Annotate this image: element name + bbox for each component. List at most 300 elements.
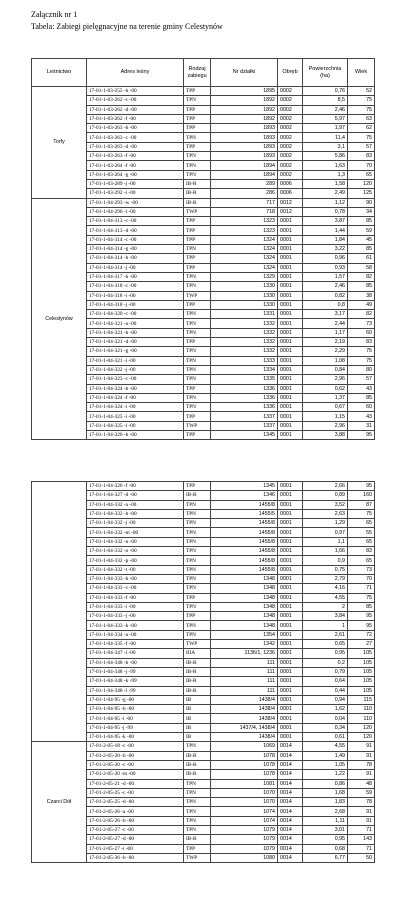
precinct-cell: 0001 [278,509,303,518]
area-cell: 0,62 [303,384,348,393]
precinct-cell: 0001 [278,547,303,556]
area-cell: 1,62 [303,705,348,714]
precinct-cell: 0014 [278,825,303,834]
age-cell: 73 [348,319,375,328]
precinct-cell: 0014 [278,816,303,825]
address-cell: 17-01-1-04-95 -g -00 [87,695,184,704]
precinct-cell: 0014 [278,853,303,862]
area-cell: 2,46 [303,282,348,291]
address-cell: 17-01-1-04-321 -g -00 [87,347,184,356]
plot-cell: 1080 [211,853,278,862]
plot-cell: 111 [211,686,278,695]
address-cell: 17-01-1-04-321 -d -00 [87,338,184,347]
precinct-cell: 0014 [278,760,303,769]
age-cell: 75 [348,593,375,602]
plot-cell: 1892 [211,105,278,114]
address-cell: 17-01-1-03-292 -i -00 [87,189,184,198]
address-cell: 17-01-1-04-325 -i -00 [87,412,184,421]
address-cell: 17-01-1-04-332 -b -00 [87,509,184,518]
age-cell: 55 [348,528,375,537]
age-cell: 91 [348,816,375,825]
plot-cell: 1354 [211,630,278,639]
age-cell: 71 [348,825,375,834]
age-cell: 60 [348,328,375,337]
age-cell: 50 [348,853,375,862]
age-cell: 57 [348,375,375,384]
forestry-cell: Czarci Dół [32,742,87,863]
precinct-cell: 0001 [278,519,303,528]
age-cell: 31 [348,421,375,430]
address-cell: 17-01-1-04-332 -p -00 [87,556,184,565]
treatment-cell: TPP [184,844,211,853]
address-cell: 17-01-1-04-322 -j -00 [87,365,184,374]
plot-cell: 1337 [211,412,278,421]
plot-cell: 1348 [211,612,278,621]
age-cell: 110 [348,705,375,714]
precinct-cell: 0014 [278,798,303,807]
area-cell: 1,11 [303,816,348,825]
plot-cell: 1332 [211,338,278,347]
precinct-cell: 0001 [278,310,303,319]
area-cell: 4,16 [303,584,348,593]
area-cell: 0,65 [303,640,348,649]
table-row [32,87,375,96]
treatment-cell: IB-R [184,751,211,760]
age-cell: 120 [348,723,375,732]
area-cell: 0,97 [303,528,348,537]
age-cell: 65 [348,170,375,179]
address-cell: 17-01-2-05-36 -b -00 [87,853,184,862]
precinct-cell: 0001 [278,528,303,537]
area-cell: 0,04 [303,714,348,723]
area-cell: 1,15 [303,412,348,421]
age-cell: 91 [348,751,375,760]
address-cell: 17-01-1-04-314 -h -00 [87,254,184,263]
treatment-cell: TPP [184,217,211,226]
precinct-cell: 0012 [278,207,303,216]
area-cell: 2,68 [303,807,348,816]
area-cell: 0,89 [303,491,348,500]
address-cell: 17-01-2-05-18 -c -00 [87,742,184,751]
treatment-cell: TPP [184,263,211,272]
address-cell: 17-01-1-04-324 -b -00 [87,384,184,393]
area-cell: 1,37 [303,393,348,402]
precinct-cell: 0002 [278,105,303,114]
plot-cell: 1078 [211,770,278,779]
table-row [32,742,375,751]
area-cell: 2,96 [303,421,348,430]
area-cell: 1,97 [303,124,348,133]
age-cell: 57 [348,142,375,151]
precinct-cell: 0001 [278,300,303,309]
address-cell: 17-01-1-04-296 -l -00 [87,207,184,216]
treatment-cell: TPN [184,393,211,402]
area-cell: 1,68 [303,788,348,797]
area-cell: 4,55 [303,742,348,751]
precinct-cell: 0014 [278,807,303,816]
area-cell: 0,9 [303,556,348,565]
area-cell: 3,1 [303,142,348,151]
precinct-cell: 0002 [278,161,303,170]
annex-label: Załącznik nr 1 [31,10,78,19]
treatment-cell: TPP [184,593,211,602]
treatment-cell: TPN [184,621,211,630]
plot-cell: 286 [211,189,278,198]
precinct-cell: 0001 [278,482,303,491]
address-cell: 17-01-2-05-21 -d -00 [87,779,184,788]
precinct-cell: 0001 [278,421,303,430]
plot-cell: 1345 [211,482,278,491]
address-cell: 17-01-1-04-95 -k -00 [87,733,184,742]
plot-cell: 1455/8 [211,500,278,509]
treatment-cell: IB-R [184,658,211,667]
plot-cell: 1348 [211,584,278,593]
treatment-cell: TPN [184,556,211,565]
treatment-cell: IB [184,723,211,732]
address-cell: 17-01-1-03-264 -g -00 [87,170,184,179]
plot-cell: 1330 [211,282,278,291]
plot-cell: 1081 [211,779,278,788]
area-cell: 0,95 [303,649,348,658]
treatment-cell: TPN [184,779,211,788]
area-cell: 5,86 [303,152,348,161]
area-cell: 0,79 [303,667,348,676]
plot-cell: 1336 [211,393,278,402]
age-cell: 120 [348,179,375,188]
treatment-cell: IB-R [184,179,211,188]
plot-cell: 1070 [211,798,278,807]
area-cell: 1,12 [303,198,348,207]
plot-cell: 1895 [211,87,278,96]
age-cell: 105 [348,667,375,676]
treatment-cell: TPP [184,430,211,439]
treatment-cell: TPN [184,816,211,825]
precinct-cell: 0002 [278,114,303,123]
address-cell: 17-01-1-03-263 -c -00 [87,133,184,142]
age-cell: 80 [348,365,375,374]
age-cell: 85 [348,217,375,226]
plot-cell: 111 [211,667,278,676]
age-cell: 105 [348,686,375,695]
age-cell: 65 [348,556,375,565]
address-cell: 17-01-1-04-335 -f -00 [87,640,184,649]
treatment-cell: TPP [184,235,211,244]
area-cell: 2,63 [303,509,348,518]
age-cell: 59 [348,226,375,235]
treatment-cell: TWP [184,207,211,216]
precinct-cell: 0001 [278,356,303,365]
address-cell: 17-01-2-05-25 -c -00 [87,788,184,797]
precinct-cell: 0006 [278,189,303,198]
age-cell: 105 [348,658,375,667]
precinct-cell: 0001 [278,677,303,686]
plot-cell: 1329 [211,272,278,281]
address-cell: 17-01-1-04-320 -c -00 [87,310,184,319]
plot-cell: 1079 [211,835,278,844]
precinct-cell: 0002 [278,87,303,96]
plot-cell: 1455/8 [211,556,278,565]
address-cell: 17-01-1-04-95 -h -00 [87,705,184,714]
plot-cell: 1455/8 [211,565,278,574]
plot-cell: 1333 [211,356,278,365]
treatment-cell: TPN [184,630,211,639]
address-cell: 17-01-2-05-20 -m -00 [87,770,184,779]
precinct-cell: 0001 [278,705,303,714]
precinct-cell: 0014 [278,788,303,797]
plot-cell: 1893 [211,133,278,142]
treatment-cell: TPN [184,161,211,170]
age-cell: 83 [348,547,375,556]
area-cell: 1,49 [303,751,348,760]
age-cell: 52 [348,87,375,96]
precinct-cell: 0014 [278,835,303,844]
precinct-cell: 0002 [278,170,303,179]
plot-cell: 1324 [211,254,278,263]
plot-cell: 718 [211,207,278,216]
forestry-cell: Torfy [32,87,87,199]
area-cell: 0,84 [303,365,348,374]
plot-cell: 1437/4, 1438/4 [211,723,278,732]
treatment-cell: TPP [184,105,211,114]
precinct-cell: 0001 [278,282,303,291]
table-row [32,482,375,491]
age-cell: 85 [348,393,375,402]
treatment-cell: TWP [184,853,211,862]
address-cell: 17-01-1-04-332 -n -00 [87,537,184,546]
treatment-cell: TPP [184,384,211,393]
treatment-cell: TPN [184,375,211,384]
age-cell: 27 [348,640,375,649]
plot-cell: 1079 [211,825,278,834]
age-cell: 78 [348,798,375,807]
age-cell: 75 [348,347,375,356]
treatment-cell: IB-R [184,491,211,500]
area-cell: 1,3 [303,170,348,179]
plot-cell: 1324 [211,235,278,244]
plot-cell: 1342 [211,640,278,649]
age-cell: 105 [348,677,375,686]
area-cell: 2 [303,602,348,611]
address-cell: 17-01-1-03-262 -c -00 [87,96,184,105]
age-cell: 75 [348,133,375,142]
treatment-cell: TPN [184,807,211,816]
plot-cell: 1893 [211,124,278,133]
precinct-cell: 0001 [278,319,303,328]
treatment-cell: TPN [184,519,211,528]
table-body [32,87,375,440]
address-cell: 17-01-1-04-348 -k -99 [87,677,184,686]
area-cell: 0,95 [303,835,348,844]
plot-cell: 1323 [211,226,278,235]
area-cell: 1,22 [303,770,348,779]
area-cell: 1,44 [303,226,348,235]
precinct-cell: 0001 [278,403,303,412]
age-cell: 49 [348,300,375,309]
treatment-cell: IB-R [184,835,211,844]
treatment-cell: TPP [184,254,211,263]
area-cell: 3,84 [303,612,348,621]
age-cell: 82 [348,272,375,281]
plot-cell: 1892 [211,96,278,105]
precinct-cell: 0001 [278,412,303,421]
treatment-cell: IB-R [184,189,211,198]
area-cell: 3,52 [303,500,348,509]
plot-cell: 1893 [211,142,278,151]
age-cell: 34 [348,207,375,216]
area-cell: 0,78 [303,207,348,216]
area-cell: 0,64 [303,677,348,686]
area-cell: 0,93 [303,263,348,272]
precinct-cell: 0001 [278,556,303,565]
address-cell: 17-01-1-04-333 -k -00 [87,621,184,630]
treatment-cell: TPN [184,328,211,337]
treatment-table-part-1 [31,58,375,440]
treatment-cell: IIIA [184,649,211,658]
treatment-cell: TPN [184,170,211,179]
treatment-cell: TPN [184,96,211,105]
treatment-cell: IB-R [184,686,211,695]
treatment-cell: IB [184,695,211,704]
age-cell: 72 [348,630,375,639]
plot-cell: 1078 [211,751,278,760]
address-cell: 17-01-1-04-333 -b -00 [87,574,184,583]
plot-cell: 1332 [211,347,278,356]
treatment-cell: TPN [184,245,211,254]
precinct-cell: 0001 [278,347,303,356]
address-cell: 17-01-1-04-327 -d -00 [87,491,184,500]
address-cell: 17-01-1-03-263 -d -00 [87,142,184,151]
age-cell: 120 [348,733,375,742]
address-cell: 17-01-1-03-264 -f -00 [87,161,184,170]
treatment-cell: IB-R [184,760,211,769]
age-cell: 95 [348,430,375,439]
treatment-cell: TPN [184,509,211,518]
treatment-cell: TPP [184,87,211,96]
age-cell: 87 [348,500,375,509]
plot-cell: 1324 [211,263,278,272]
address-cell: 17-01-1-03-263 -f -00 [87,152,184,161]
plot-cell: 1074 [211,807,278,816]
area-cell: 0,94 [303,695,348,704]
plot-cell: 1438/4 [211,705,278,714]
precinct-cell: 0001 [278,733,303,742]
plot-cell: 1348 [211,602,278,611]
plot-cell: 1324 [211,245,278,254]
address-cell: 17-01-1-04-333 -i -00 [87,602,184,611]
address-cell: 17-01-1-03-289 -j -00 [87,179,184,188]
treatment-cell: TPN [184,500,211,509]
precinct-cell: 0001 [278,235,303,244]
precinct-cell: 0001 [278,584,303,593]
area-cell: 2,79 [303,574,348,583]
plot-cell: 1078 [211,760,278,769]
age-cell: 78 [348,760,375,769]
address-cell: 17-01-1-03-263 -b -00 [87,124,184,133]
area-cell: 0,76 [303,87,348,96]
precinct-cell: 0001 [278,217,303,226]
address-cell: 17-01-1-04-333 -c -00 [87,584,184,593]
plot-cell: 1438/4 [211,714,278,723]
treatment-cell: TWP [184,291,211,300]
precinct-cell: 0001 [278,500,303,509]
col-header-nr-dzialki: Nr działki [211,59,278,87]
address-cell: 17-01-1-04-323 -c -00 [87,375,184,384]
area-cell: 0,2 [303,658,348,667]
address-cell: 17-01-1-04-324 -f -00 [87,393,184,402]
area-cell: 2,61 [303,630,348,639]
treatment-cell: TPN [184,602,211,611]
treatment-cell: TPP [184,412,211,421]
area-cell: 2,29 [303,347,348,356]
treatment-cell: TPN [184,365,211,374]
treatment-cell: TPP [184,142,211,151]
treatment-cell: TPP [184,300,211,309]
area-cell: 3,22 [303,245,348,254]
precinct-cell: 0001 [278,375,303,384]
area-cell: 2,49 [303,189,348,198]
precinct-cell: 0014 [278,742,303,751]
address-cell: 17-01-2-05-26 -a -00 [87,807,184,816]
address-cell: 17-01-2-05-27 -d -00 [87,835,184,844]
address-cell: 17-01-1-04-348 -b -00 [87,658,184,667]
age-cell: 45 [348,235,375,244]
treatment-cell: IB-R [184,770,211,779]
age-cell: 61 [348,254,375,263]
age-cell: 160 [348,491,375,500]
area-cell: 1,83 [303,798,348,807]
address-cell: 17-01-1-04-333 -f -00 [87,593,184,602]
area-cell: 1,58 [303,179,348,188]
age-cell: 71 [348,584,375,593]
plot-cell: 1892 [211,114,278,123]
plot-cell: 1893 [211,152,278,161]
plot-cell: 1438/4 [211,695,278,704]
age-cell: 110 [348,714,375,723]
plot-cell: 1330 [211,300,278,309]
area-cell: 3,01 [303,825,348,834]
address-cell: 17-01-1-04-334 -a -00 [87,630,184,639]
area-cell: 6,77 [303,853,348,862]
treatment-cell: TPN [184,133,211,142]
area-cell: 1,63 [303,161,348,170]
treatment-cell: TPN [184,742,211,751]
precinct-cell: 0012 [278,198,303,207]
age-cell: 83 [348,152,375,161]
precinct-cell: 0001 [278,365,303,374]
area-cell: 0,34 [303,723,348,732]
treatment-cell: TPN [184,347,211,356]
plot-cell: 1330 [211,291,278,300]
precinct-cell: 0002 [278,152,303,161]
area-cell: 1,17 [303,328,348,337]
area-cell: 3,17 [303,310,348,319]
area-cell: 1,05 [303,760,348,769]
plot-cell: 1438/4 [211,733,278,742]
table-row [32,198,375,207]
plot-cell: 1348 [211,593,278,602]
treatment-cell: TPN [184,272,211,281]
precinct-cell: 0001 [278,621,303,630]
plot-cell: 1337 [211,421,278,430]
precinct-cell: 0001 [278,714,303,723]
age-cell: 91 [348,770,375,779]
age-cell: 71 [348,844,375,853]
area-cell: 0,86 [303,779,348,788]
precinct-cell: 0001 [278,338,303,347]
age-cell: 91 [348,807,375,816]
precinct-cell: 0001 [278,430,303,439]
col-header-lesnictwo: Leśnictwo [32,59,87,87]
